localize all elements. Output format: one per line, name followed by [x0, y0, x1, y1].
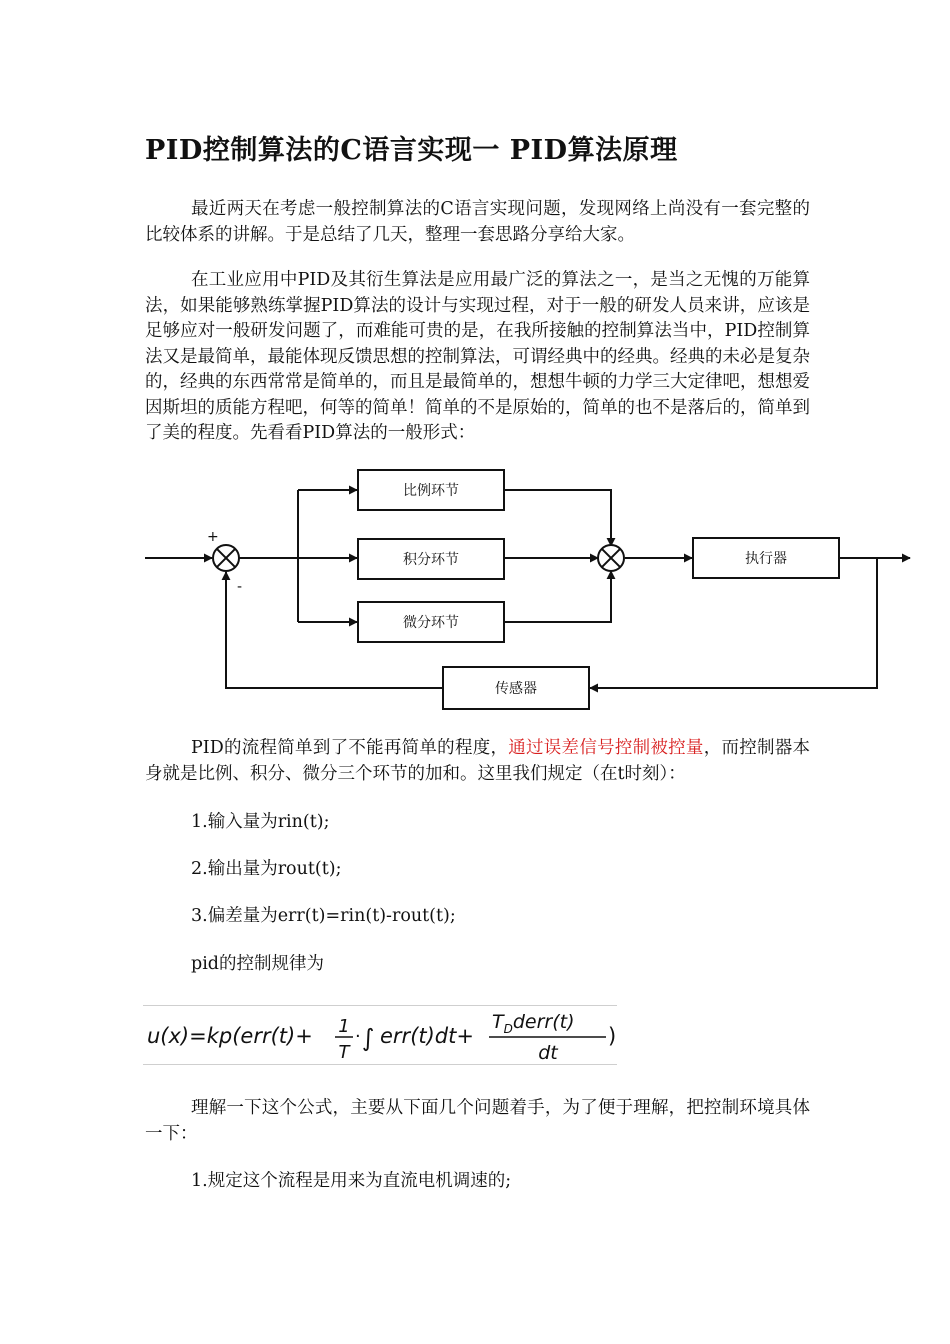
pid-block-diagram — [140, 462, 920, 712]
formula-middle: err(t)dt+ — [380, 1024, 474, 1048]
proportional-label: 比例环节 — [403, 483, 459, 499]
summing-junction-1 — [213, 545, 239, 571]
list-item-input: 1.输入量为rin(t); — [191, 812, 330, 832]
actuator-label: 执行器 — [745, 551, 787, 567]
formula-dot: · — [355, 1026, 361, 1047]
formula-lhs: u(x)=kp(err(t)+ — [147, 1024, 313, 1048]
pid-formula — [143, 1005, 617, 1065]
list-item-dc-motor: 1.规定这个流程是用来为直流电机调速的; — [191, 1171, 512, 1191]
plus-sign: + — [207, 529, 219, 545]
integral-label: 积分环节 — [403, 552, 459, 568]
formula-close: ) — [608, 1024, 617, 1048]
highlighted-text: 通过误差信号控制被控量 — [508, 738, 704, 758]
pid-flow-text-2: ，而控制器本身就是比例、积分、微分三个环节的加和。这里我们规定（在t时刻）： — [145, 738, 811, 784]
formula-frac2-den: dt — [538, 1042, 558, 1064]
page-title: PID控制算法的C语言实现一 PID算法原理 — [145, 135, 678, 166]
formula-integral-sign: ∫ — [362, 1024, 375, 1052]
sensor-label: 传感器 — [495, 681, 537, 697]
formula-frac2-num: $T_Dderr(t)$ — [492, 1011, 575, 1036]
minus-sign: - — [237, 579, 243, 595]
derivative-label: 微分环节 — [403, 615, 459, 631]
pid-flow-text-1: PID的流程简单到了不能再简单的程度， — [191, 738, 509, 758]
formula-frac1-den: T — [338, 1042, 350, 1063]
list-item-output: 2.输出量为rout(t); — [191, 859, 342, 879]
derivative-out — [504, 571, 611, 622]
summing-junction-2 — [598, 545, 624, 571]
proportional-out — [504, 490, 611, 546]
pid-law-label: pid的控制规律为 — [191, 954, 325, 974]
pid-flow-paragraph — [145, 736, 810, 787]
intro-paragraph: 最近两天在考虑一般控制算法的C语言实现问题，发现网络上尚没有一套完整的比较体系的讲解。于是总结了几天，整理一套思路分享给大家。 — [145, 199, 810, 245]
formula-explanation-paragraph: 理解一下这个公式，主要从下面几个问题着手，为了便于理解，把控制环境具体一下： — [145, 1098, 810, 1144]
formula-frac1-num: 1 — [338, 1016, 350, 1037]
list-item-error: 3.偏差量为err(t)=rin(t)-rout(t); — [191, 906, 456, 926]
pid-overview-paragraph: 在工业应用中PID及其衍生算法是应用最广泛的算法之一，是当之无愧的万能算法，如果能够熟练掌握PID算法的设计与实现过程，对于一般的研发人员来讲，应该是足够应对一般研发问题了，而难能可贵的是，在我所接触的控制算法当中，PID控制算法又是最简单，最能体现反馈思想的控制算法，可谓经典中的经典。经典的未必是复杂的，经典的东西常常是简单的，而且是最简单的，想想牛顿的力学三大定律吧，想想爱因斯坦的质能方程吧，何等的简单！简单的不是原始的，简单的也不是落后的，简单到了美的程度。先看看PID算法的一般形式： — [145, 270, 810, 443]
